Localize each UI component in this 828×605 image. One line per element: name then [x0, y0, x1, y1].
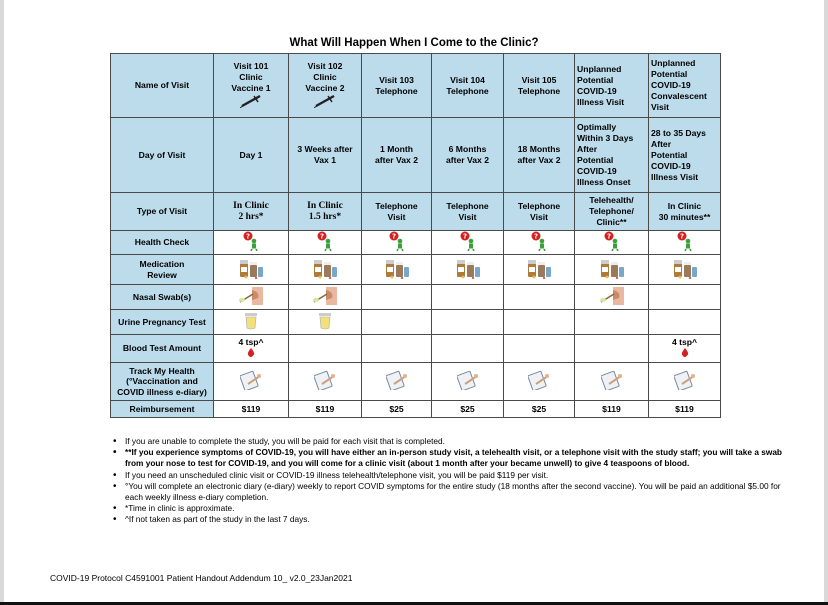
- empty-cell: [649, 310, 721, 335]
- cell-type: In Clinic 2 hrs*: [214, 193, 289, 231]
- urine-cup-icon: [243, 312, 259, 330]
- tablet-diary-icon: [601, 370, 623, 390]
- diary-cell: [432, 363, 504, 401]
- cell-visit-105: Visit 105 Telephone: [504, 54, 575, 118]
- nasal-swab-icon: [312, 286, 338, 306]
- svg-text:?: ?: [245, 232, 251, 241]
- row-label: Blood Test Amount: [111, 335, 214, 363]
- medication-bottles-icon: [455, 257, 481, 279]
- medication-cell: [504, 255, 575, 285]
- medication-bottles-icon: [672, 257, 698, 279]
- medication-bottles-icon: [312, 257, 338, 279]
- cell-visit-104: Visit 104 Telephone: [432, 54, 504, 118]
- reimbursement-cell: $119: [289, 401, 362, 418]
- empty-cell: [575, 310, 649, 335]
- empty-cell: [289, 335, 362, 363]
- visit-schedule-table: [110, 53, 721, 418]
- row-label: Name of Visit: [111, 54, 214, 118]
- row-label: Type of Visit: [111, 193, 214, 231]
- health-check-person-icon: [242, 231, 260, 251]
- urine-cell: [289, 310, 362, 335]
- syringe-icon: [314, 94, 336, 108]
- medication-bottles-icon: [238, 257, 264, 279]
- row-type-of-visit: [111, 193, 721, 231]
- health-check-cell: [214, 231, 289, 255]
- tablet-diary-icon: [674, 370, 696, 390]
- medication-bottles-icon: [526, 257, 552, 279]
- row-label: Medication Review: [111, 255, 214, 285]
- empty-cell: [432, 335, 504, 363]
- health-check-cell: [289, 231, 362, 255]
- urine-cell: [214, 310, 289, 335]
- cell-visit-102: Visit 102 Clinic Vaccine 2: [289, 54, 362, 118]
- blood-drop-icon: [247, 348, 255, 357]
- medication-bottles-icon: [384, 257, 410, 279]
- blood-cell: [214, 335, 289, 363]
- svg-text:?: ?: [462, 232, 467, 241]
- medication-cell: [432, 255, 504, 285]
- health-check-person-icon: [316, 231, 334, 251]
- reimbursement-cell: $25: [432, 401, 504, 418]
- diary-cell: [649, 363, 721, 401]
- cell-type: Telephone Visit: [432, 193, 504, 231]
- health-check-cell: [649, 231, 721, 255]
- health-check-cell: [362, 231, 432, 255]
- row-day-of-visit: [111, 118, 721, 193]
- health-check-person-icon: [459, 231, 477, 251]
- row-label: Day of Visit: [111, 118, 214, 193]
- cell-visit-103: Visit 103 Telephone: [362, 54, 432, 118]
- row-blood-test: [111, 335, 721, 363]
- nasal-swab-icon: [238, 286, 264, 306]
- nasal-swab-cell: [214, 285, 289, 310]
- health-check-person-icon: [603, 231, 621, 251]
- note-item: • ^If not taken as part of the study in the last 7 days.: [113, 514, 793, 525]
- row-label: Urine Pregnancy Test: [111, 310, 214, 335]
- note-item: • *Time in clinic is approximate.: [113, 503, 793, 514]
- row-label: Reimbursement: [111, 401, 214, 418]
- empty-cell: [432, 285, 504, 310]
- blood-amount: 4 tsp^: [238, 337, 264, 347]
- row-reimbursement: [111, 401, 721, 418]
- row-track-my-health: [111, 363, 721, 401]
- medication-cell: [575, 255, 649, 285]
- diary-cell: [575, 363, 649, 401]
- syringe-icon: [240, 94, 262, 108]
- row-medication-review: [111, 255, 721, 285]
- note-item: • **If you experience symptoms of COVID-19, you will have either an in-person study visit, a telehealth visit, or a telephone visit with the study staff; you will take a swab from your nose to test for COVID-19, and you will come for a clinic visit (about 1 month after your became unwell) to give 4 teaspoons of blood.: [113, 447, 793, 469]
- tablet-diary-icon: [314, 370, 336, 390]
- diary-cell: [214, 363, 289, 401]
- cell-type: Telehealth/ Telephone/ Clinic**: [575, 193, 649, 231]
- empty-cell: [504, 335, 575, 363]
- urine-cup-icon: [317, 312, 333, 330]
- page-edge-left: [0, 0, 4, 605]
- note-item: • If you need an unscheduled clinic visit or COVID-19 illness telehealth/telephone visit, you will be paid $119 per visit.: [113, 470, 793, 481]
- reimbursement-cell: $119: [214, 401, 289, 418]
- reimbursement-cell: $25: [504, 401, 575, 418]
- nasal-swab-cell: [289, 285, 362, 310]
- page-edge-right: [824, 0, 828, 605]
- note-item: • If you are unable to complete the study, you will be paid for each visit that is completed.: [113, 436, 793, 447]
- empty-cell: [362, 335, 432, 363]
- page-title: What Will Happen When I Come to the Clinic?: [289, 37, 539, 49]
- medication-cell: [289, 255, 362, 285]
- cell-day: 28 to 35 Days After Potential COVID-19 Illness Visit: [649, 118, 721, 193]
- health-check-cell: [432, 231, 504, 255]
- health-check-cell: [575, 231, 649, 255]
- row-label: Track My Health (°Vaccination and COVID illness e-diary): [111, 363, 214, 401]
- medication-bottles-icon: [599, 257, 625, 279]
- blood-cell: [649, 335, 721, 363]
- row-nasal-swab: [111, 285, 721, 310]
- health-check-person-icon: [676, 231, 694, 251]
- tablet-diary-icon: [386, 370, 408, 390]
- cell-day: 3 Weeks after Vax 1: [289, 118, 362, 193]
- empty-cell: [362, 285, 432, 310]
- medication-cell: [362, 255, 432, 285]
- reimbursement-cell: $119: [649, 401, 721, 418]
- empty-cell: [362, 310, 432, 335]
- reimbursement-cell: $25: [362, 401, 432, 418]
- row-urine-test: [111, 310, 721, 335]
- blood-amount: 4 tsp^: [671, 337, 698, 347]
- cell-type: In Clinic 30 minutes**: [649, 193, 721, 231]
- svg-text:?: ?: [679, 232, 684, 241]
- cell-day: Day 1: [214, 118, 289, 193]
- svg-text:?: ?: [533, 232, 539, 241]
- tablet-diary-icon: [240, 370, 262, 390]
- empty-cell: [649, 285, 721, 310]
- empty-cell: [504, 285, 575, 310]
- nasal-swab-cell: [575, 285, 649, 310]
- health-check-person-icon: [388, 231, 406, 251]
- row-name-of-visit: [111, 54, 721, 118]
- cell-unplanned-illness: Unplanned Potential COVID-19 Illness Visit: [575, 54, 649, 118]
- cell-day: 6 Months after Vax 2: [432, 118, 504, 193]
- row-label: Nasal Swab(s): [111, 285, 214, 310]
- row-health-check: [111, 231, 721, 255]
- document-footer: COVID-19 Protocol C4591001 Patient Handout Addendum 10_ v2.0_23Jan2021: [50, 573, 353, 583]
- svg-text:?: ?: [319, 232, 325, 241]
- cell-type: In Clinic 1.5 hrs*: [289, 193, 362, 231]
- cell-unplanned-convalescent: Unplanned Potential COVID-19 Convalescent Visit: [649, 54, 721, 118]
- cell-type: Telephone Visit: [504, 193, 575, 231]
- empty-cell: [504, 310, 575, 335]
- diary-cell: [289, 363, 362, 401]
- tablet-diary-icon: [457, 370, 479, 390]
- health-check-person-icon: [530, 231, 548, 251]
- medication-cell: [214, 255, 289, 285]
- diary-cell: [504, 363, 575, 401]
- health-check-cell: [504, 231, 575, 255]
- nasal-swab-icon: [599, 286, 625, 306]
- empty-cell: [575, 335, 649, 363]
- cell-type: Telephone Visit: [362, 193, 432, 231]
- cell-visit-101: Visit 101 Clinic Vaccine 1: [214, 54, 289, 118]
- cell-day: 1 Month after Vax 2: [362, 118, 432, 193]
- svg-text:?: ?: [391, 232, 396, 241]
- diary-cell: [362, 363, 432, 401]
- cell-day: Optimally Within 3 Days After Potential COVID-19 Illness Onset: [575, 118, 649, 193]
- reimbursement-cell: $119: [575, 401, 649, 418]
- cell-day: 18 Months after Vax 2: [504, 118, 575, 193]
- medication-cell: [649, 255, 721, 285]
- row-label: Health Check: [111, 231, 214, 255]
- svg-text:?: ?: [606, 232, 611, 241]
- tablet-diary-icon: [528, 370, 550, 390]
- blood-drop-icon: [681, 348, 689, 357]
- notes-list: [113, 436, 793, 526]
- empty-cell: [432, 310, 504, 335]
- note-item: • °You will complete an electronic diary (e-diary) weekly to report COVID symptoms for the entire study (18 months after the second vaccine). You will be paid an additional $5.00 for each weekly illness e-diary completion.: [113, 481, 793, 503]
